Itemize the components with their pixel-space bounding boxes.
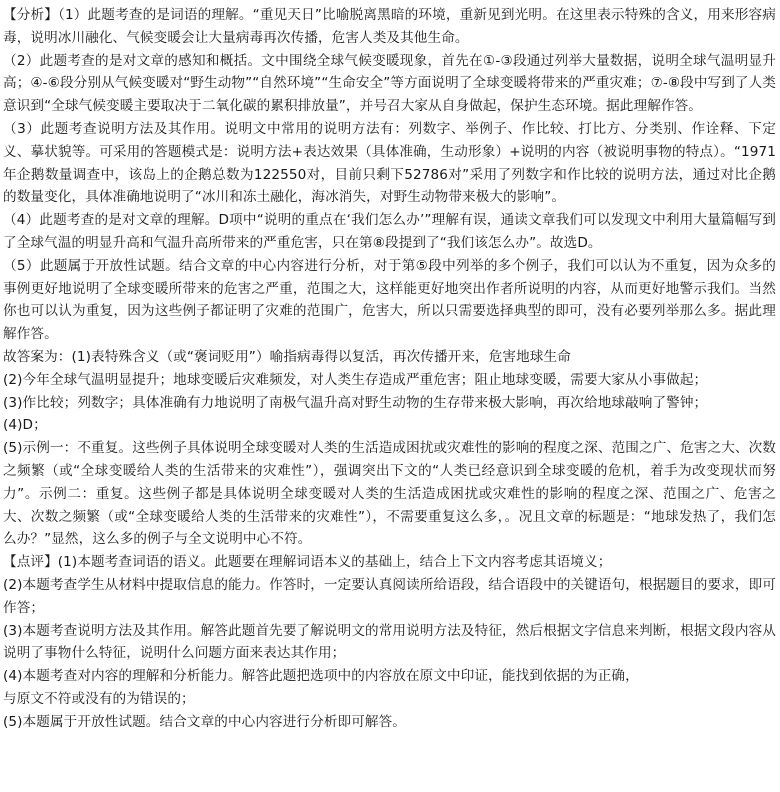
comment-4-continued: 与原文不符或没有的为错误的； bbox=[3, 690, 195, 707]
analysis-part-1: 【分析】（1）此题考查的是词语的理解。“重见天日”比喻脱离黑暗的环境，重新见到光明。在这里表示特殊的含义，用来形容病毒，说明冰川融化、气候变暖会让大量病毒再次传播，危害人类及其他生命。 bbox=[3, 7, 776, 46]
answer-4: (4)D； bbox=[3, 417, 47, 434]
analysis-part-3: （3）此题考查说明方法及其作用。说明文中常用的说明方法有：列数字、举例子、作比较、打比方、分类别、作诠释、下定义、摹状貌等。可采用的答题模式是：说明方法+表达效果（具体准确，生动形象）+说明的内容（被说明事物的特点）。“1971年企鹅数量调查中，该岛上的企鹅总数为122550对，目前只剩下52786对”采用了列数字和作比较的说明方法，通过对比企鹅的数量变化，具体准确地说明了“冰川和冻土融化，海冰消失，对野生动物带来极大的影响”。 bbox=[3, 120, 776, 206]
comment-4: (4)本题考查对内容的理解和分析能力。解答此题把选项中的内容放在原文中印证，能找到依据的为正确， bbox=[3, 668, 639, 685]
answer-5: (5)示例一：不重复。这些例子具体说明全球变暖对人类的生活造成困扰或灾难性的影响的程度之深、范围之广、危害之大、次数之频繁（或“全球变暖给人类的生活带来的灾难性”），强调突出下文的“人类已经意识到全球变暖的危机，着手为改变现状而努力”。示例二：重复。这些例子都是具体说明全球变暖对人类的生活造成困扰或灾难性的影响的程度之深、范围之广、危害之大、次数之频繁（或“全球变暖给人类的生活带来的灾难性”），不需要重复这么多，。况且文章的标题是：“地球发热了，我们怎么办？”显然，这么多的例子与全文说明中心不符。 bbox=[3, 440, 776, 548]
analysis-part-5: （5）此题属于开放性试题。结合文章的中心内容进行分析，对于第⑤段中列举的多个例子，我们可以认为不重复，因为众多的事例更好地说明了全球变暖所带来的危害之严重，范围之大，这样能更好地突出作者所说明的内容，从而更好地警示我们。当然你也可以认为重复，因为这些例子都证明了灾难的范围广，危害大，所以只需要选择典型的即可，没有必要列举那么多。据此理解作答。 bbox=[3, 257, 776, 343]
comment-3: (3)本题考查说明方法及其作用。解答此题首先要了解说明文的常用说明方法及特征，然后根据文字信息来判断，根据文段内容从说明了事物什么特征，说明什么问题方面来表达其作用； bbox=[3, 622, 776, 662]
answer-1: 故答案为：(1)表特殊含义（或“褒词贬用”）喻指病毒得以复活，再次传播开来，危害地球生命 bbox=[3, 348, 571, 365]
answer-3: (3)作比较；列数字；具体准确有力地说明了南极气温升高对野生动物的生存带来极大影响，再次给地球敲响了警钟； bbox=[3, 394, 708, 411]
analysis-part-2: （2）此题考查的是对文章的感知和概括。文中围绕全球气候变暖现象，首先在①-③段通过列举大量数据，说明全球气温明显升高；④-⑥段分别从气候变暖对“野生动物”“自然环境”“生命安全”等方面说明了全球变暖将带来的严重灾难；⑦-⑧段中写到了人类意识到“全球气候变暖主要取决于二氧化碳的累积排放量”，并号召大家从自身做起，保护生态环境。据此理解作答。 bbox=[3, 52, 777, 115]
comment-2: (2)本题考查学生从材料中提取信息的能力。作答时，一定要认真阅读所给语段，结合语段中的关键语句，根据题目的要求，即可作答； bbox=[3, 576, 776, 616]
comment-5: (5)本题属于开放性试题。结合文章的中心内容进行分析即可解答。 bbox=[3, 713, 406, 730]
answer-2: (2)今年全球气温明显提升；地球变暖后灾难频发，对人类生存造成严重危害；阻止地球变暖，需要大家从小事做起； bbox=[3, 371, 708, 388]
comment-1: 【点评】(1)本题考查词语的语义。此题要在理解词语本义的基础上，结合上下文内容考虑其语境义； bbox=[3, 554, 612, 571]
analysis-part-4: （4）此题考查的是对文章的理解。D项中“说明的重点在‘我们怎么办’”理解有误，通读文章我们可以发现文中利用大量篇幅写到了全球气温的明显升高和气温升高所带来的严重危害，只在第⑧段提到了“我们该怎么办”。故选D。 bbox=[3, 212, 776, 251]
